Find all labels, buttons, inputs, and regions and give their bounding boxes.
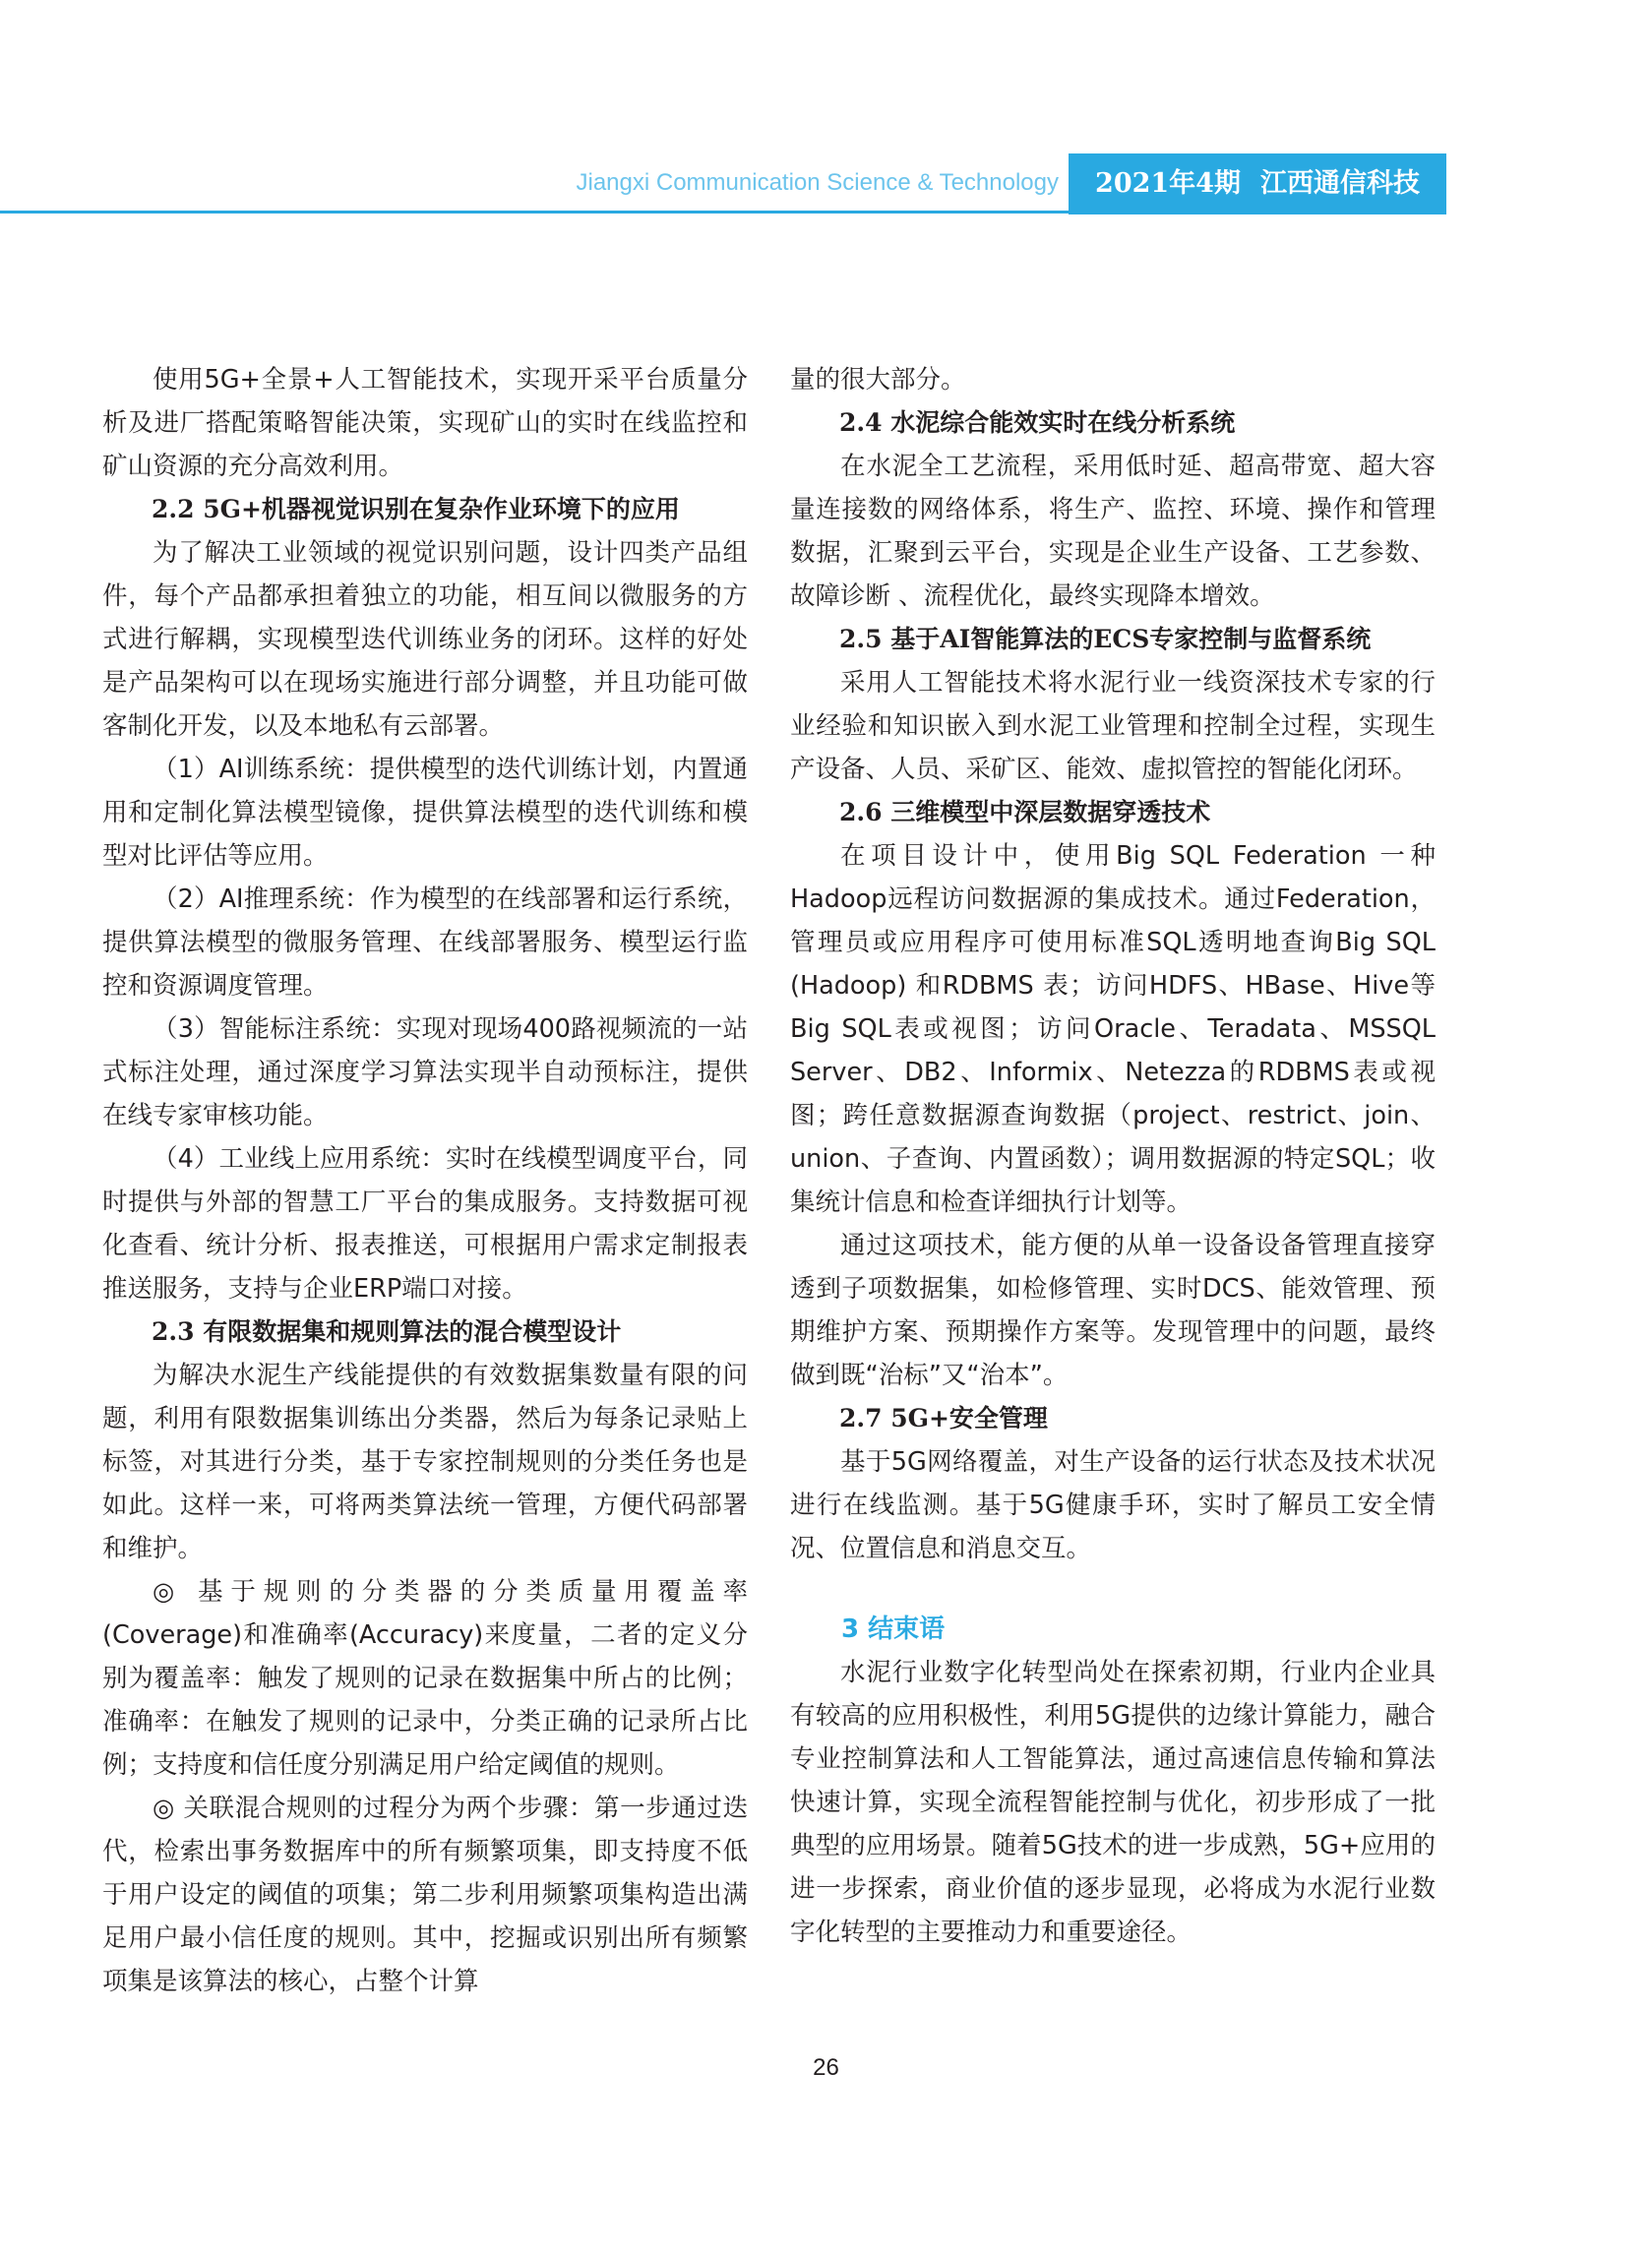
paragraph: 在项目设计中，使用Big SQL Federation 一种Hadoop远程访问数据源的集成技术。通过Federation，管理员或应用程序可使用标准SQL透明地查询Big SQL (Hadoop) 和RDBMS 表；访问HDFS、HBase、Hive等Big SQL表或视图；访问Oracle、Teradata、MSSQL Server、DB2、Informix、Netezza的RDBMS表或视图；跨任意数据源查询数据（project、restrict、join、union、子查询、内置函数）；调用数据源的特定SQL；收集统计信息和检查详细执行计划等。 [790, 841, 1436, 1217]
paragraph: 使用5G+全景+人工智能技术，实现开采平台质量分析及进厂搭配策略智能决策，实现矿山的实时在线监控和矿山资源的充分高效利用。 [102, 365, 748, 481]
header-rule [0, 211, 1072, 213]
section-heading-3: 3 结束语 [841, 1615, 946, 1644]
paragraph: 基于5G网络覆盖，对生产设备的运行状态及技术状况进行在线监测。基于5G健康手环，实时了解员工安全情况、位置信息和消息交互。 [790, 1447, 1436, 1563]
section-heading-2-2: 2.2 5G+机器视觉识别在复杂作业环境下的应用 [152, 495, 680, 523]
paragraph: 采用人工智能技术将水泥行业一线资深技术专家的行业经验和知识嵌入到水泥工业管理和控制全过程，实现生产设备、人员、采矿区、能效、虚拟管控的智能化闭环。 [790, 668, 1436, 784]
journal-english-title: Jiangxi Communication Science & Technology [576, 169, 1059, 196]
paragraph: 为了解决工业领域的视觉识别问题，设计四类产品组件，每个产品都承担着独立的功能，相互间以微服务的方式进行解耦，实现模型迭代训练业务的闭环。这样的好处是产品架构可以在现场实施进行部分调整，并且功能可做客制化开发，以及本地私有云部署。 [102, 538, 748, 741]
paragraph: （2）AI推理系统：作为模型的在线部署和运行系统，提供算法模型的微服务管理、在线部署服务、模型运行监控和资源调度管理。 [102, 884, 748, 1001]
paragraph: （4）工业线上应用系统：实时在线模型调度平台，同时提供与外部的智慧工厂平台的集成服务。支持数据可视化查看、统计分析、报表推送，可根据用户需求定制报表推送服务，支持与企业ERP端口对接。 [102, 1144, 748, 1304]
section-heading-2-7: 2.7 5G+安全管理 [839, 1404, 1048, 1432]
paragraph: ◎ 关联混合规则的过程分为两个步骤：第一步通过迭代，检索出事务数据库中的所有频繁项集，即支持度不低于用户设定的阈值的项集；第二步利用频繁项集构造出满足用户最小信任度的规则。其中，挖掘或识别出所有频繁项集是该算法的核心，占整个计算 [102, 1794, 748, 1996]
left-column [102, 358, 748, 2003]
journal-chinese-title: 江西通信科技 [1259, 168, 1420, 199]
paragraph: 为解决水泥生产线能提供的有效数据集数量有限的问题，利用有限数据集训练出分类器，然后为每条记录贴上标签，对其进行分类，基于专家控制规则的分类任务也是如此。这样一来，可将两类算法统一管理，方便代码部署和维护。 [102, 1361, 748, 1563]
page-number: 26 [813, 2054, 839, 2081]
right-column [790, 358, 1436, 1954]
paragraph-continuation: 量的很大部分。 [790, 365, 966, 395]
paragraph: 在水泥全工艺流程，采用低时延、超高带宽、超大容量连接数的网络体系，将生产、监控、环境、操作和管理数据，汇聚到云平台，实现是企业生产设备、工艺参数、故障诊断 、流程优化，最终实现降本增效。 [790, 452, 1436, 611]
section-heading-2-3: 2.3 有限数据集和规则算法的混合模型设计 [152, 1317, 622, 1346]
paragraph: （3）智能标注系统：实现对现场400路视频流的一站式标注处理，通过深度学习算法实现半自动预标注，提供在线专家审核功能。 [102, 1014, 748, 1130]
paragraph: 通过这项技术，能方便的从单一设备设备管理直接穿透到子项数据集，如检修管理、实时DCS、能效管理、预期维护方案、预期操作方案等。发现管理中的问题，最终做到既“治标”又“治本”。 [790, 1231, 1436, 1390]
paragraph: 水泥行业数字化转型尚处在探索初期，行业内企业具有较高的应用积极性，利用5G提供的边缘计算能力，融合专业控制算法和人工智能算法，通过高速信息传输和算法快速计算，实现全流程智能控制与优化，初步形成了一批典型的应用场景。随着5G技术的进一步成熟，5G+应用的进一步探索，商业价值的逐步显现，必将成为水泥行业数字化转型的主要推动力和重要途径。 [790, 1658, 1436, 1947]
paragraph: ◎ 基于规则的分类器的分类质量用覆盖率(Coverage)和准确率(Accuracy)来度量，二者的定义分别为覆盖率：触发了规则的记录在数据集中所占的比例；准确率：在触发了规则的记录中，分类正确的记录所占比例；支持度和信任度分别满足用户给定阈值的规则。 [102, 1577, 748, 1780]
section-heading-2-4: 2.4 水泥综合能效实时在线分析系统 [839, 408, 1236, 437]
paragraph: （1）AI训练系统：提供模型的迭代训练计划，内置通用和定制化算法模型镜像，提供算法模型的迭代训练和模型对比评估等应用。 [102, 755, 748, 871]
section-heading-2-6: 2.6 三维模型中深层数据穿透技术 [839, 798, 1211, 826]
section-heading-2-5: 2.5 基于AI智能算法的ECS专家控制与监督系统 [839, 625, 1372, 653]
issue-label: 2021年4期 [1095, 168, 1241, 199]
journal-issue-banner [1069, 153, 1446, 214]
